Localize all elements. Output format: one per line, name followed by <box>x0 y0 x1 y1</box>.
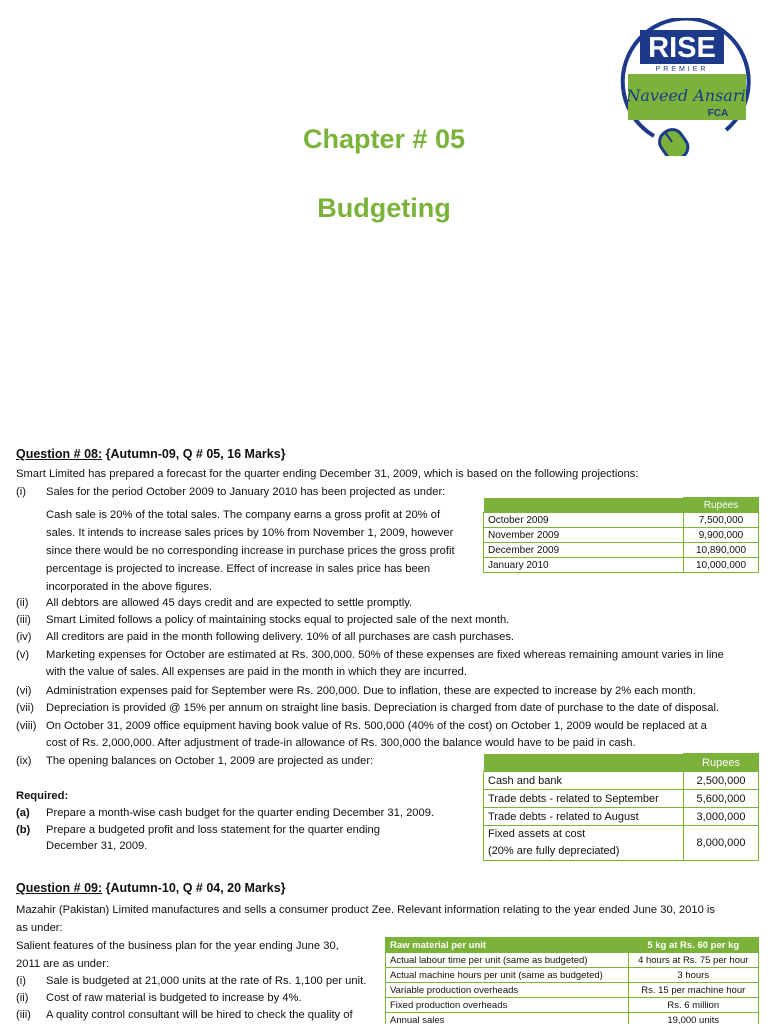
table-header-label: Raw material per unit <box>386 938 629 953</box>
table-row <box>484 528 759 543</box>
item-text: Marketing expenses for October are estimated at Rs. 300,000. 50% of these expenses are fixed whereas remaining amount varies in line <box>46 649 724 661</box>
month-cell: November 2009 <box>484 528 684 543</box>
amount-cell: 9,900,000 <box>684 528 759 543</box>
amount-cell: 5,600,000 <box>684 790 759 808</box>
paragraph-line: sales. It intends to increase sales prices by 10% from November 1, 2009, however <box>46 527 454 539</box>
table-header-value: 5 kg at Rs. 60 per kg <box>628 938 759 953</box>
chapter-number: Chapter # 05 <box>302 124 466 154</box>
table-row <box>386 953 759 968</box>
table-row <box>484 790 759 808</box>
item-text: Administration expenses paid for September were Rs. 200,000. Due to inflation, these are expected to increase by 2% each month. <box>46 685 696 697</box>
table-row <box>484 513 759 528</box>
item-number: (b) <box>16 824 31 836</box>
item-text: Sales for the period October 2009 to January 2010 has been projected as under: <box>46 486 446 498</box>
amount-cell: 7,500,000 <box>684 513 759 528</box>
question-8-meta: {Autumn-09, Q # 05, 16 Marks} <box>105 447 286 461</box>
intro-line: Mazahir (Pakistan) Limited manufactures and sells a consumer product Zee. Relevant information relating to the year ended June 30, 2010 is <box>16 904 715 916</box>
paragraph-line: incorporated in the above figures. <box>46 581 213 593</box>
requirement-a <box>16 805 476 822</box>
question-8-intro: Smart Limited has prepared a forecast for the quarter ending December 31, 2009, which is based on the following projections: <box>16 468 639 480</box>
question-8-heading <box>16 447 286 461</box>
item-number: (vi) <box>16 685 32 697</box>
label-cell: Actual machine hours per unit (same as budgeted) <box>386 968 629 983</box>
month-cell: October 2009 <box>484 513 684 528</box>
item-number: (v) <box>16 649 30 661</box>
value-cell: 3 hours <box>628 968 759 983</box>
label-cell: Annual sales <box>386 1013 629 1024</box>
label-cell: Trade debts - related to August <box>484 808 684 826</box>
requirement-b <box>16 822 476 856</box>
amount-cell: 10,000,000 <box>684 558 759 573</box>
question-9-heading <box>16 881 286 895</box>
svg-text:FCA: FCA <box>707 108 729 119</box>
label-cell: Cash and bank <box>484 772 684 790</box>
month-cell: December 2009 <box>484 543 684 558</box>
item-number: (iii) <box>16 614 31 626</box>
table-header-rupees: Rupees <box>684 498 759 513</box>
paragraph-line: percentage is projected to increase. Effect of increase in sales price has been <box>46 563 431 575</box>
item-text: with the value of sales. All expenses are paid in the month in which they are incurred. <box>46 666 468 678</box>
amount-cell: 10,890,000 <box>684 543 759 558</box>
table-row <box>484 772 759 790</box>
q8-item-viii <box>16 718 761 752</box>
table-header-rupees: Rupees <box>684 754 759 772</box>
opening-balances-table <box>483 753 759 861</box>
month-cell: January 2010 <box>484 558 684 573</box>
item-text: Depreciation is provided @ 15% per annum on straight line basis. Depreciation is charged from date of purchase to the date of disposal. <box>46 702 720 714</box>
item-text: The opening balances on October 1, 2009 are projected as under: <box>46 755 374 767</box>
q9-item-iii <box>16 1007 386 1024</box>
item-text: Prepare a budgeted profit and loss statement for the quarter ending <box>46 824 380 836</box>
cost-information-table <box>385 937 759 1024</box>
intro-line: as under: <box>16 922 63 934</box>
q8-item-iv <box>16 629 761 646</box>
q8-item-v <box>16 647 761 681</box>
item-text: On October 31, 2009 office equipment having book value of Rs. 500,000 (40% of the cost) on October 1, 2009 would be replaced at a <box>46 720 707 732</box>
required-heading: Required: <box>16 790 69 802</box>
q8-item-i-paragraph <box>46 506 455 596</box>
item-text: A quality control consultant will be hired to check the quality of <box>46 1009 353 1021</box>
question-9-intro <box>16 901 715 937</box>
item-number: (ix) <box>16 755 32 767</box>
amount-cell: 3,000,000 <box>684 808 759 826</box>
table-row <box>484 543 759 558</box>
label-cell: Actual labour time per unit (same as budgeted) <box>386 953 629 968</box>
question-8-label: Question # 08: <box>16 447 103 461</box>
value-cell: 4 hours at Rs. 75 per hour <box>628 953 759 968</box>
q9-item-i <box>16 973 386 990</box>
item-number: (iii) <box>16 1009 31 1021</box>
item-text: Prepare a month-wise cash budget for the quarter ending December 31, 2009. <box>46 807 435 819</box>
label-line: (20% are fully depreciated) <box>488 845 620 857</box>
svg-text:PREMIER: PREMIER <box>655 66 709 73</box>
sales-projection-table <box>483 497 759 573</box>
svg-text:Naveed Ansari: Naveed Ansari <box>626 86 746 105</box>
item-text: All creditors are paid in the month following delivery. 10% of all purchases are cash purchases. <box>46 631 515 643</box>
item-number: (i) <box>16 486 26 498</box>
question-9-paragraph <box>16 937 339 973</box>
item-number: (viii) <box>16 720 37 732</box>
paragraph-line: Salient features of the business plan for the year ending June 30, <box>16 940 339 952</box>
table-row <box>484 558 759 573</box>
q8-item-ix <box>16 753 476 770</box>
table-row <box>386 998 759 1013</box>
paragraph-line: Cash sale is 20% of the total sales. The company earns a gross profit at 20% of <box>46 509 441 521</box>
item-number: (ii) <box>16 597 29 609</box>
item-number: (i) <box>16 975 26 987</box>
table-header-blank <box>484 754 684 772</box>
label-cell: Variable production overheads <box>386 983 629 998</box>
item-number: (iv) <box>16 631 32 643</box>
item-number: (ii) <box>16 992 29 1004</box>
label-cell: Trade debts - related to September <box>484 790 684 808</box>
table-row <box>386 983 759 998</box>
table-row <box>484 826 759 861</box>
question-9-meta: {Autumn-10, Q # 04, 20 Marks} <box>105 881 286 895</box>
q8-item-vii <box>16 700 761 717</box>
amount-cell: 2,500,000 <box>684 772 759 790</box>
paragraph-line: since there would be no corresponding increase in purchase prices the gross profit <box>46 545 455 557</box>
item-text: December 31, 2009. <box>46 840 148 852</box>
table-row <box>386 968 759 983</box>
amount-cell: 8,000,000 <box>684 826 759 861</box>
table-header-blank <box>484 498 684 513</box>
q9-table-clip <box>385 937 761 1024</box>
paragraph-line: 2011 are as under: <box>16 958 110 970</box>
q8-item-iii <box>16 612 761 629</box>
item-text: Smart Limited follows a policy of maintaining stocks equal to projected sale of the next month. <box>46 614 510 626</box>
svg-text:RISE: RISE <box>648 32 716 64</box>
item-number: (a) <box>16 807 30 819</box>
table-row <box>484 808 759 826</box>
q9-item-ii <box>16 990 386 1007</box>
question-9-label: Question # 09: <box>16 881 103 895</box>
value-cell: Rs. 6 million <box>628 998 759 1013</box>
item-text: All debtors are allowed 45 days credit and are expected to settle promptly. <box>46 597 413 609</box>
value-cell: Rs. 15 per machine hour <box>628 983 759 998</box>
q8-item-vi <box>16 683 761 700</box>
item-text: Sale is budgeted at 21,000 units at the rate of Rs. 1,100 per unit. <box>46 975 367 987</box>
q8-item-ii <box>16 595 761 612</box>
chapter-topic: Budgeting <box>317 193 451 223</box>
label-cell <box>484 826 684 861</box>
table-row <box>386 1013 759 1024</box>
label-cell: Fixed production overheads <box>386 998 629 1013</box>
item-text: Cost of raw material is budgeted to increase by 4%. <box>46 992 302 1004</box>
item-number: (vii) <box>16 702 35 714</box>
item-text: cost of Rs. 2,000,000. After adjustment of trade-in allowance of Rs. 300,000 the balance would have to be paid in cash. <box>46 737 636 749</box>
value-cell: 19,000 units <box>628 1013 759 1024</box>
label-line: Fixed assets at cost <box>488 828 586 840</box>
